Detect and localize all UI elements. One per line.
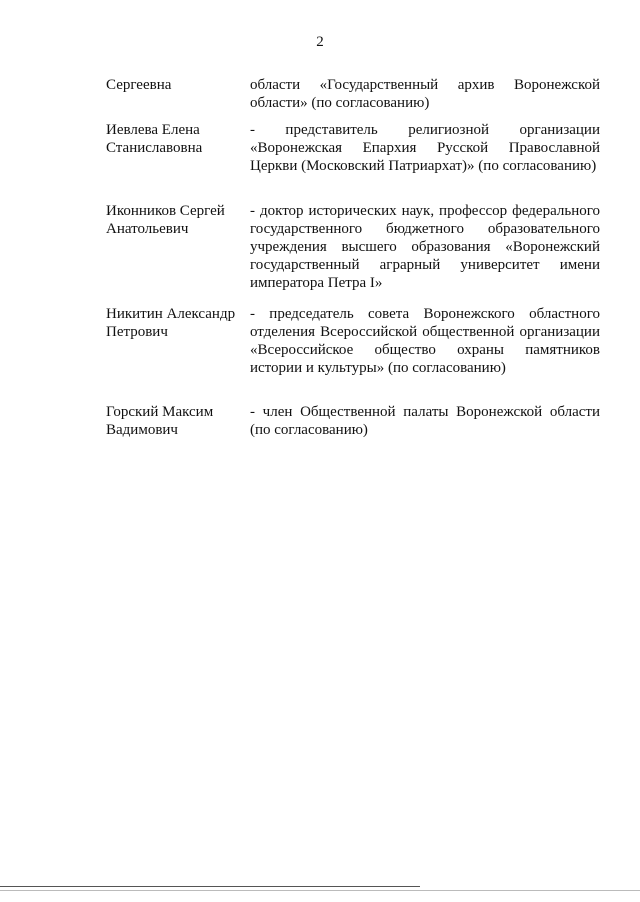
member-name: Горский Максим Вадимович [106, 404, 214, 438]
member-description: области «Государственный архив Воронежской области» (по согласованию) [250, 77, 600, 111]
member-entry [106, 202, 600, 292]
member-name: Никитин Александр Петрович [106, 306, 236, 340]
member-name: Сергеевна [106, 77, 172, 93]
member-name: Иконников Сергей Анатольевич [106, 203, 225, 237]
member-description: - председатель совета Воронежского областного отделения Всероссийской общественной организации «Всероссийское общество охраны памятников истории и культуры» (по согласованию) [250, 306, 600, 376]
page-number: 2 [316, 34, 324, 50]
scan-edge-line [0, 886, 420, 887]
member-entry [106, 403, 600, 439]
member-description: - член Общественной палаты Воронежской области (по согласованию) [250, 404, 600, 438]
member-description: - представитель религиозной организации «Воронежская Епархия Русской Православной Церкви (Московский Патриархат)» (по согласованию) [250, 122, 600, 174]
member-entry [106, 76, 600, 112]
member-name: Иевлева Елена Станиславовна [106, 122, 203, 156]
member-description: - доктор исторических наук, профессор федерального государственного бюджетного образовательного учреждения высшего образования «Воронежский государственный аграрный университет имени императора Петра I» [250, 203, 600, 291]
scan-edge-line [0, 890, 640, 891]
member-entry [106, 305, 600, 377]
member-entry [106, 121, 600, 175]
